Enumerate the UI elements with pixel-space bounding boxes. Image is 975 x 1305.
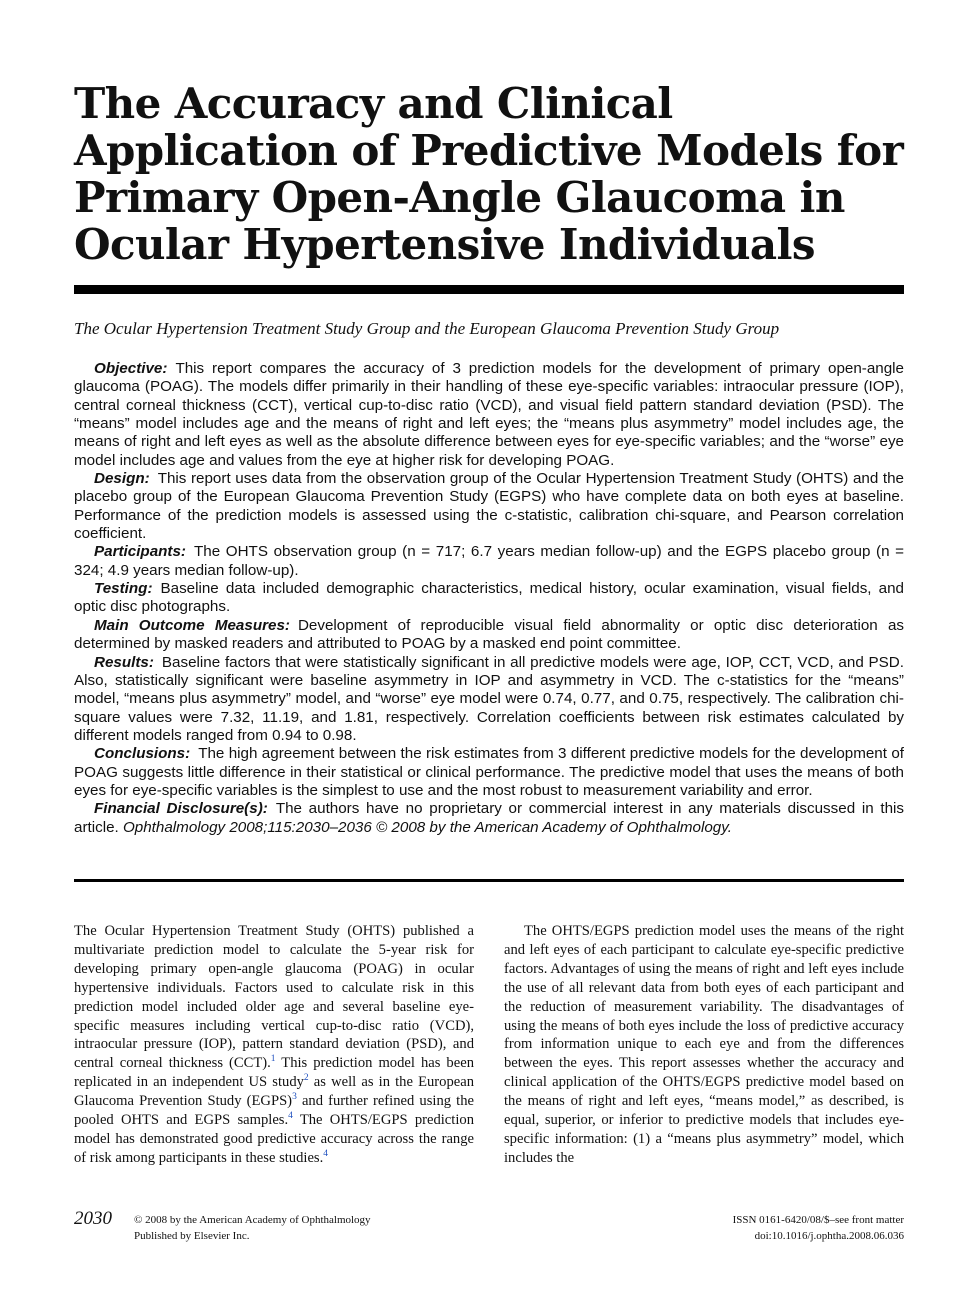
disclosure-label: Financial Disclosure(s): <box>94 800 268 818</box>
design-label: Design: <box>94 470 150 488</box>
footer-publisher: Published by Elsevier Inc. <box>134 1229 250 1242</box>
outcome-text: Development of reproducible visual field abnormality or optic disc deterioration as determined by masked readers and attributed to POAG by a masked end point committee. <box>74 616 904 653</box>
abstract-divider <box>74 879 904 882</box>
participants-label: Participants: <box>94 543 186 561</box>
body-column-left <box>74 922 474 1168</box>
body-left-text-5: The OHTS/EGPS prediction model has demonstrated good predictive accuracy across the range of risk among participants in these studies. <box>74 1112 474 1166</box>
objective-label: Objective: <box>94 360 168 377</box>
journal-citation: Ophthalmology 2008;115:2030–2036 © 2008 by the American Academy of Ophthalmology. <box>122 818 732 836</box>
reference-link-1[interactable]: 1 <box>270 1054 276 1065</box>
reference-link-4b[interactable]: 4 <box>323 1149 329 1160</box>
participants-text: The OHTS observation group (n = 717; 6.7 years median follow-up) and the EGPS placebo group (n = 324; 4.9 years median follow-up). <box>74 543 904 579</box>
body-left-text-3: as well as in the European Glaucoma Prevention Study (EGPS) <box>74 1074 474 1110</box>
abstract-participants <box>74 543 904 580</box>
testing-text: Baseline data included demographic characteristics, medical history, ocular examination, visual fields, and optic disc photographs. <box>74 580 904 616</box>
footer-doi[interactable]: doi:10.1016/j.ophtha.2008.06.036 <box>754 1229 904 1242</box>
reference-link-3[interactable]: 3 <box>292 1092 297 1103</box>
results-label: Results: <box>94 653 154 671</box>
results-text: Baseline factors that were statistically significant in all predictive models were age, IOP, CCT, VCD, and PSD. Also, statistically significant were baseline asymmetry in IOP and asymmetry in VCD. The c-statistics for the “means” model, “means plus asymmetry” model, and “worse” eye model were 0.74, 0.77, and 0.75, respectively. The calibration chi-square values were 7.32, 11.19, and 1.81, respectively. Correlation coefficients between risk estimates calculated by different models ranged from 0.94 to 0.98. <box>74 653 904 744</box>
abstract-conclusions <box>74 745 904 800</box>
footer-issn: ISSN 0161-6420/08/$–see front matter <box>732 1214 904 1226</box>
conclusions-label: Conclusions: <box>94 745 191 763</box>
abstract-testing <box>74 580 904 617</box>
abstract-outcome <box>74 617 904 654</box>
body-column-right: The OHTS/EGPS prediction model uses the means of the right and left eyes of each participant to calculate eye-specific predictive factors. Advantages of using the means of right and left eyes include the use of all relevant data from both eyes of each participant and the reduction of measurement variability. The disadvantages of using the means of both eyes include the loss of predictive accuracy from information unique to each eye and from the differences between the eyes. This report assesses whether the accuracy and clinical application of the OHTS/EGPS predictive model based on the means of right and left eyes, “means model,” as described, is equal, superior, or inferior to predictive models that includes eye-specific information: (1) a “means plus asymmetry” model, which includes the <box>504 923 904 1166</box>
footer-copyright-block <box>134 1213 371 1244</box>
abstract-design <box>74 470 904 543</box>
body-left-text-2: This prediction model has been replicated in an independent US study <box>74 1055 474 1091</box>
article-title: The Accuracy and Clinical Application of Predictive Models for Primary Open-Angle Glaucoma in Ocular Hypertensive Individuals <box>74 79 904 269</box>
outcome-label: Main Outcome Measures: <box>94 616 290 634</box>
body-left-text-1: The Ocular Hypertension Treatment Study (OHTS) published a multivariate prediction model to calculate the 5-year risk for developing primary open-angle glaucoma (POAG) in ocular hypertensive individuals. Factors used to calculate risk in this prediction model included older age and several baseline eye-specific measures including vertical cup-to-disc ratio (VCD), intraocular pressure (IOP), pattern standard deviation (PSD), and central corneal thickness (CCT). <box>74 923 474 1072</box>
objective-text: This report compares the accuracy of 3 prediction models for the development of primary open-angle glaucoma (POAG). The models differ primarily in their handling of these eye-specific variables: intraocular pressure (IOP), central corneal thickness (CCT), vertical cup-to-disc ratio (VCD), and visual field pattern standard deviation (PSD). The “means” model includes age and the means of right and left eyes; the “means plus asymmetry” model includes age, the means of right and left eyes as well as the absolute difference between eyes for eye-specific variables; and the “worse” eye model includes age and values from the eye at higher risk for developing POAG. <box>74 360 904 469</box>
author-line: The Ocular Hypertension Treatment Study Group and the European Glaucoma Prevention Study Group <box>74 319 780 338</box>
abstract-objective <box>74 360 904 470</box>
abstract-disclosure <box>74 800 904 837</box>
testing-label: Testing: <box>94 580 153 598</box>
body-left-text-4: and further refined using the pooled OHTS and EGPS samples. <box>74 1093 474 1129</box>
reference-link-2[interactable]: 2 <box>303 1073 309 1084</box>
page-number: 2030 <box>74 1208 112 1229</box>
abstract-results <box>74 654 904 746</box>
title-divider <box>74 285 904 294</box>
footer-copyright: © 2008 by the American Academy of Ophthalmology <box>134 1214 371 1226</box>
design-text: This report uses data from the observation group of the Ocular Hypertension Treatment Study (OHTS) and the placebo group of the European Glaucoma Prevention Study (EGPS) who have complete data on both eyes at baseline. Performance of the prediction models is assessed using the c-statistic, calibration chi-square, and Pearson correlation coefficient. <box>74 470 904 543</box>
conclusions-text: The high agreement between the risk estimates from 3 different predictive models for the development of POAG suggests little difference in their statistical or clinical performance. The predictive model that uses the means of both eyes for eye-specific variables is the simplest to use and the most robust to measurement variability and error. <box>74 745 904 799</box>
reference-link-4[interactable]: 4 <box>288 1111 293 1122</box>
disclosure-text: The authors have no proprietary or commercial interest in any materials discussed in this article. <box>74 800 904 836</box>
abstract <box>74 360 904 837</box>
footer-identifiers <box>733 1213 904 1244</box>
